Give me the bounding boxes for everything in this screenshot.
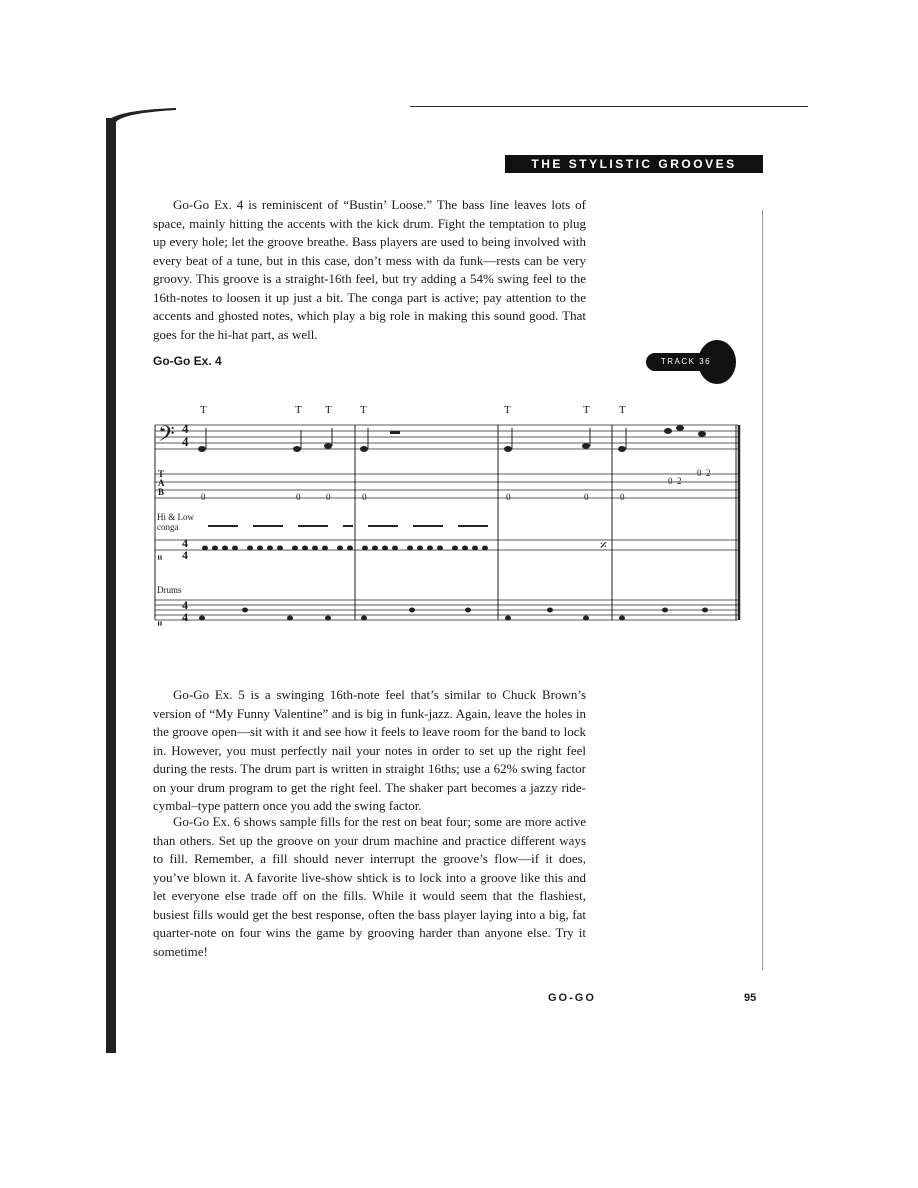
- conga-time-top: 4: [182, 536, 188, 550]
- top-rule: [410, 106, 808, 107]
- bass-notes: [198, 425, 706, 452]
- bass-staff: [155, 425, 738, 449]
- track-number: TRACK 36: [646, 353, 726, 371]
- tab-letter: T: [158, 469, 165, 479]
- body-paragraph: Go-Go Ex. 6 shows sample fills for the rest on beat four; some are more active than others. Set up the groove on your drum machine and practice different ways to fill. Remember, a fill should never interrupt the groove’s flow—if it does, you’ve blown it. A favorite live-show shtick is to lock into a groove like this and let everyone else trade off on the fills. While it would seem that the flashiest, busiest fills would get the best response, often the bass player laying into a big, fat quarter-note on four wins the game by grooving harder than anyone else. Try it sometime!: [153, 814, 586, 959]
- section-header: THE STYLISTIC GROOVES: [505, 155, 763, 173]
- drum-notes: [199, 608, 708, 621]
- chapter-name: GO-GO: [548, 992, 596, 1004]
- percussion-clef-icon: 𝄥: [158, 617, 162, 631]
- intro-paragraph: Go-Go Ex. 4 is reminiscent of “Bustin’ Loose.” The bass line leaves lots of space, mainly hitting the accents with the kick drum. Fight the temptation to plug up every hole; let the groove breathe. Bass players are used to being involved with every beat of a tune, but in this case, don’t mess with da funk—rests can be very groovy. This groove is a straight-16th feel, but try adding a 54% swing feel to the 16th-notes to loosen it up just a bit. The conga part is active; pay attention to the accents and ghosted notes, which play a big role in making this sound good. That goes for the hi-hat part, as well.: [153, 197, 586, 342]
- thumb-mark: T: [325, 404, 332, 416]
- tab-fret: 0: [620, 492, 625, 502]
- conga-label: Hi & Low conga: [157, 512, 194, 532]
- drums-label: Drums: [157, 585, 182, 595]
- tab-staff: [155, 474, 738, 498]
- drums-time-bottom: 4: [182, 610, 188, 624]
- conga-staff: [155, 540, 738, 550]
- percussion-clef-icon: 𝄥: [158, 551, 162, 565]
- tab-letter: B: [158, 487, 165, 497]
- conga-time-bottom: 4: [182, 548, 188, 562]
- tab-fret: 2: [677, 476, 682, 486]
- tab-fret: 0: [506, 492, 511, 502]
- body-paragraph: Go-Go Ex. 5 is a swinging 16th-note feel that’s similar to Chuck Brown’s version of “My Funny Valentine” and is big in funk-jazz. Again, leave the holes in the groove open—sit with it and see how it feels to leave room for the band to lock in. However, you must perfectly nail your notes in order to set up the right feel during the rests. The drum part is written in straight 16ths; use a 62% swing factor on your drum program to get the right feel. The shaker part becomes a jazzy ride-cymbal–type pattern once you add the swing factor.: [153, 687, 586, 813]
- repeat-measure-icon: 𝄎: [600, 538, 607, 554]
- tab-fret: 0: [697, 468, 702, 478]
- thumb-mark: T: [583, 404, 590, 416]
- thumb-mark: T: [619, 404, 626, 416]
- example-label: Go-Go Ex. 4: [153, 354, 222, 368]
- margin-rule: [762, 210, 763, 970]
- music-score: [150, 398, 745, 638]
- score-staves: [150, 398, 745, 638]
- thumb-mark: T: [504, 404, 511, 416]
- time-signature-top: 4: [182, 421, 189, 436]
- track-badge: [646, 340, 738, 384]
- drums-time-top: 4: [182, 598, 188, 612]
- page-number: 95: [744, 992, 757, 1004]
- tab-fret: 0: [362, 492, 367, 502]
- tab-fret: 0: [296, 492, 301, 502]
- thumb-mark: T: [295, 404, 302, 416]
- binding-edge: [106, 118, 116, 1053]
- tab-fret: 0: [668, 476, 673, 486]
- thumb-mark: T: [360, 404, 367, 416]
- thumb-mark: T: [200, 404, 207, 416]
- binding-hook: [106, 108, 176, 122]
- bass-clef-icon: 𝄢: [158, 422, 175, 452]
- tab-fret: 0: [326, 492, 331, 502]
- tab-fret: 0: [584, 492, 589, 502]
- tab-letter: A: [158, 478, 165, 488]
- time-signature-bottom: 4: [182, 434, 189, 449]
- tab-fret: 0: [201, 492, 206, 502]
- tab-fret: 2: [706, 468, 711, 478]
